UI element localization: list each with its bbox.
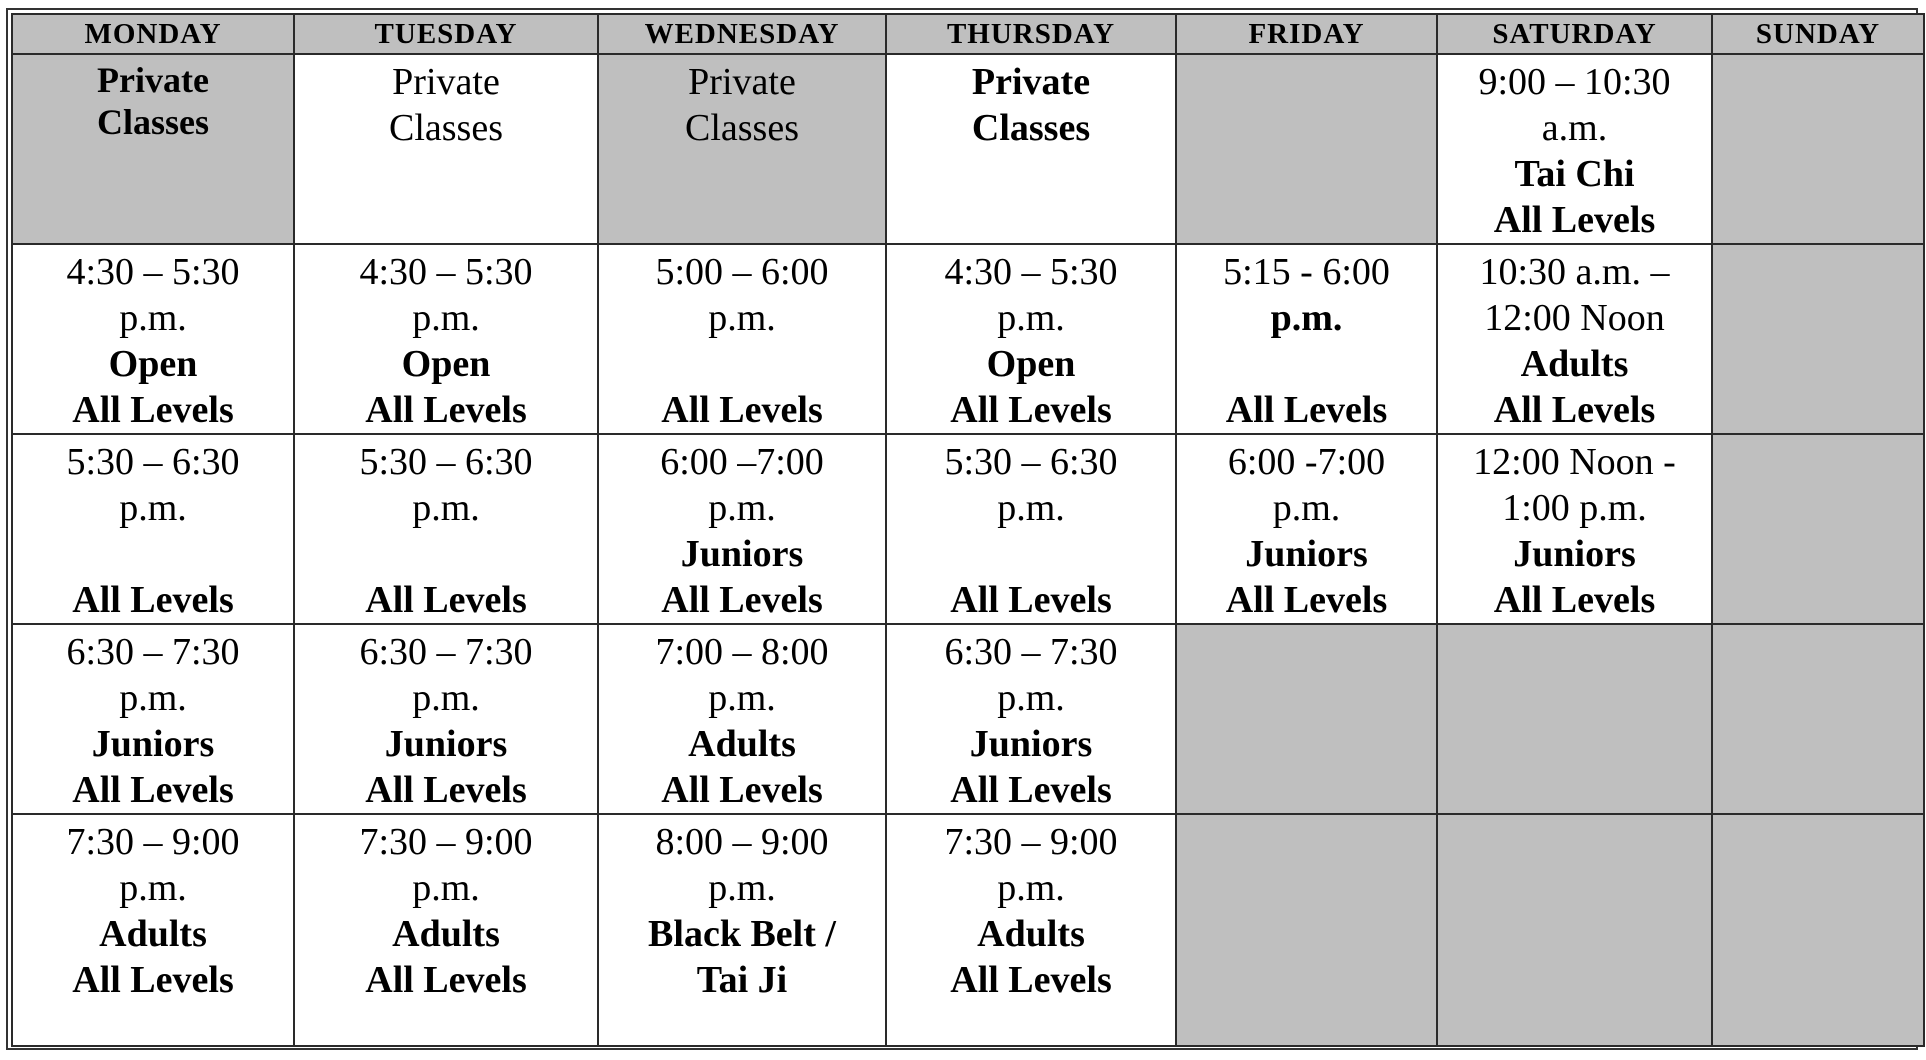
class-info-line: 4:30 – 5:30 — [359, 251, 533, 293]
class-info-line: p.m. — [997, 867, 1065, 909]
class-info-line: p.m. — [708, 677, 776, 719]
schedule-cell-sunday — [1712, 624, 1924, 814]
class-info-line: All Levels — [1225, 579, 1388, 621]
schedule-cell-thursday — [886, 814, 1176, 1046]
class-info-line — [1177, 341, 1436, 387]
schedule-row — [12, 54, 1924, 244]
schedule-cell-monday — [12, 814, 294, 1046]
class-info-line: 7:30 – 9:00 — [944, 821, 1118, 863]
class-info-line: 9:00 – 10:30 — [1478, 61, 1671, 103]
class-info-line: Classes — [389, 107, 503, 149]
class-info-line: All Levels — [950, 389, 1112, 431]
class-info-line: 6:30 – 7:30 — [359, 631, 533, 673]
schedule-cell-tuesday — [294, 244, 598, 434]
class-info-line — [13, 531, 293, 577]
schedule-frame — [6, 8, 1918, 1050]
class-info-line: Tai Chi — [1514, 153, 1635, 195]
class-info-line: p.m. — [708, 487, 776, 529]
class-info-line: Tai Ji — [696, 959, 788, 1001]
schedule-cell-thursday — [886, 244, 1176, 434]
class-info-line: All Levels — [661, 389, 823, 431]
class-info-line: Juniors — [969, 723, 1093, 765]
schedule-cell-monday — [12, 244, 294, 434]
class-info-line: 5:30 – 6:30 — [359, 441, 533, 483]
class-info-line: Private — [392, 61, 500, 103]
schedule-cell-wednesday — [598, 244, 886, 434]
class-info-line: 6:30 – 7:30 — [944, 631, 1118, 673]
class-info-line: Juniors — [680, 533, 804, 575]
schedule-cell-friday — [1176, 624, 1437, 814]
class-info-line: 6:30 – 7:30 — [66, 631, 240, 673]
class-info-line: 5:15 - 6:00 — [1223, 251, 1390, 293]
schedule-cell-sunday — [1712, 814, 1924, 1046]
schedule-cell-wednesday — [598, 814, 886, 1046]
schedule-cell-saturday — [1437, 624, 1712, 814]
class-info-line: p.m. — [412, 677, 480, 719]
schedule-cell-friday — [1176, 54, 1437, 244]
schedule-cell-saturday — [1437, 54, 1712, 244]
schedule-cell-friday — [1176, 244, 1437, 434]
schedule-body — [12, 54, 1924, 1046]
day-header-friday: FRIDAY — [1176, 14, 1437, 54]
class-info-line: 6:00 –7:00 — [660, 441, 824, 483]
class-info-line: p.m. — [412, 297, 480, 339]
class-info-line: Adults — [392, 913, 500, 955]
schedule-cell-saturday — [1437, 244, 1712, 434]
class-info-line: 7:00 – 8:00 — [655, 631, 829, 673]
class-info-line: p.m. — [997, 487, 1065, 529]
schedule-cell-thursday — [886, 434, 1176, 624]
class-info-line: All Levels — [1493, 579, 1656, 621]
schedule-cell-monday — [12, 54, 294, 244]
class-info-line: p.m. — [708, 867, 776, 909]
class-info-line: 7:30 – 9:00 — [359, 821, 533, 863]
class-info-line: All Levels — [950, 769, 1112, 811]
day-header-saturday: SATURDAY — [1437, 14, 1712, 54]
schedule-row — [12, 244, 1924, 434]
class-info-line: 6:00 -7:00 — [1227, 441, 1386, 483]
class-info-line: All Levels — [661, 579, 823, 621]
class-info-line: All Levels — [365, 959, 527, 1001]
schedule-cell-sunday — [1712, 54, 1924, 244]
schedule-cell-wednesday — [598, 54, 886, 244]
schedule-row — [12, 624, 1924, 814]
class-info-line: Adults — [99, 913, 207, 955]
class-info-line: Private — [97, 60, 209, 100]
class-info-line: Open — [401, 343, 491, 385]
class-info-line: p.m. — [119, 297, 187, 339]
header-row — [12, 14, 1924, 54]
day-header-monday: MONDAY — [12, 14, 294, 54]
class-info-line: p.m. — [997, 297, 1065, 339]
class-info-line: Private — [688, 61, 796, 103]
class-info-line: 5:30 – 6:30 — [944, 441, 1118, 483]
class-info-line: Classes — [685, 107, 799, 149]
class-info-line: p.m. — [412, 867, 480, 909]
class-info-line: p.m. — [412, 487, 480, 529]
class-info-line: 1:00 p.m. — [1502, 487, 1647, 529]
schedule-cell-friday — [1176, 434, 1437, 624]
schedule-cell-saturday — [1437, 434, 1712, 624]
class-info-line — [599, 341, 885, 387]
schedule-cell-sunday — [1712, 434, 1924, 624]
schedule-cell-wednesday — [598, 434, 886, 624]
class-info-line: p.m. — [1270, 297, 1343, 339]
schedule-cell-tuesday — [294, 54, 598, 244]
class-info-line: Juniors — [91, 723, 215, 765]
class-info-line: 4:30 – 5:30 — [944, 251, 1118, 293]
class-info-line: a.m. — [1541, 107, 1608, 149]
class-info-line: All Levels — [365, 769, 527, 811]
class-info-line — [295, 531, 597, 577]
day-header-sunday: SUNDAY — [1712, 14, 1924, 54]
class-info-line: All Levels — [365, 579, 527, 621]
class-info-line: Open — [986, 343, 1076, 385]
class-info-line: 7:30 – 9:00 — [66, 821, 240, 863]
class-info-line: All Levels — [1493, 389, 1656, 431]
class-info-line: Adults — [977, 913, 1085, 955]
class-info-line: 5:00 – 6:00 — [655, 251, 829, 293]
class-info-line: Classes — [96, 102, 209, 142]
class-info-line: All Levels — [72, 579, 234, 621]
day-header-wednesday: WEDNESDAY — [598, 14, 886, 54]
schedule-cell-monday — [12, 624, 294, 814]
class-info-line: All Levels — [1493, 199, 1656, 241]
class-info-line: Open — [108, 343, 198, 385]
class-info-line: Adults — [1520, 343, 1629, 385]
class-info-line: Juniors — [1513, 533, 1636, 575]
class-info-line: Juniors — [1245, 533, 1368, 575]
schedule-row — [12, 814, 1924, 1046]
class-info-line: Juniors — [384, 723, 508, 765]
schedule-cell-sunday — [1712, 244, 1924, 434]
day-header-tuesday: TUESDAY — [294, 14, 598, 54]
class-info-line: All Levels — [1225, 389, 1388, 431]
schedule-cell-tuesday — [294, 434, 598, 624]
class-info-line: 4:30 – 5:30 — [66, 251, 240, 293]
class-info-line: All Levels — [661, 769, 823, 811]
class-info-line: 12:00 Noon - — [1473, 441, 1676, 483]
schedule-cell-monday — [12, 434, 294, 624]
schedule-cell-thursday — [886, 54, 1176, 244]
schedule-cell-tuesday — [294, 814, 598, 1046]
class-info-line: All Levels — [950, 959, 1112, 1001]
schedule-cell-saturday — [1437, 814, 1712, 1046]
class-info-line: Classes — [971, 107, 1091, 149]
class-info-line: All Levels — [365, 389, 527, 431]
class-info-line — [887, 531, 1175, 577]
class-info-line: 5:30 – 6:30 — [66, 441, 240, 483]
schedule-cell-tuesday — [294, 624, 598, 814]
class-info-line: 8:00 – 9:00 — [655, 821, 829, 863]
class-info-line: Black Belt / — [648, 913, 836, 955]
class-info-line: All Levels — [72, 959, 234, 1001]
class-info-line: p.m. — [119, 487, 187, 529]
weekly-class-schedule-table — [11, 13, 1925, 1047]
schedule-cell-wednesday — [598, 624, 886, 814]
class-info-line: p.m. — [708, 297, 776, 339]
class-info-line: All Levels — [72, 769, 234, 811]
class-info-line: p.m. — [997, 677, 1065, 719]
class-info-line: All Levels — [72, 389, 234, 431]
schedule-cell-thursday — [886, 624, 1176, 814]
class-info-line: 10:30 a.m. – — [1479, 251, 1670, 293]
schedule-row — [12, 434, 1924, 624]
day-header-thursday: THURSDAY — [886, 14, 1176, 54]
class-info-line: p.m. — [119, 867, 187, 909]
class-info-line: 12:00 Noon — [1484, 297, 1665, 339]
class-info-line: Adults — [688, 723, 796, 765]
class-info-line: p.m. — [1272, 487, 1341, 529]
class-info-line: p.m. — [119, 677, 187, 719]
class-info-line: Private — [971, 61, 1091, 103]
schedule-cell-friday — [1176, 814, 1437, 1046]
class-info-line: All Levels — [950, 579, 1112, 621]
